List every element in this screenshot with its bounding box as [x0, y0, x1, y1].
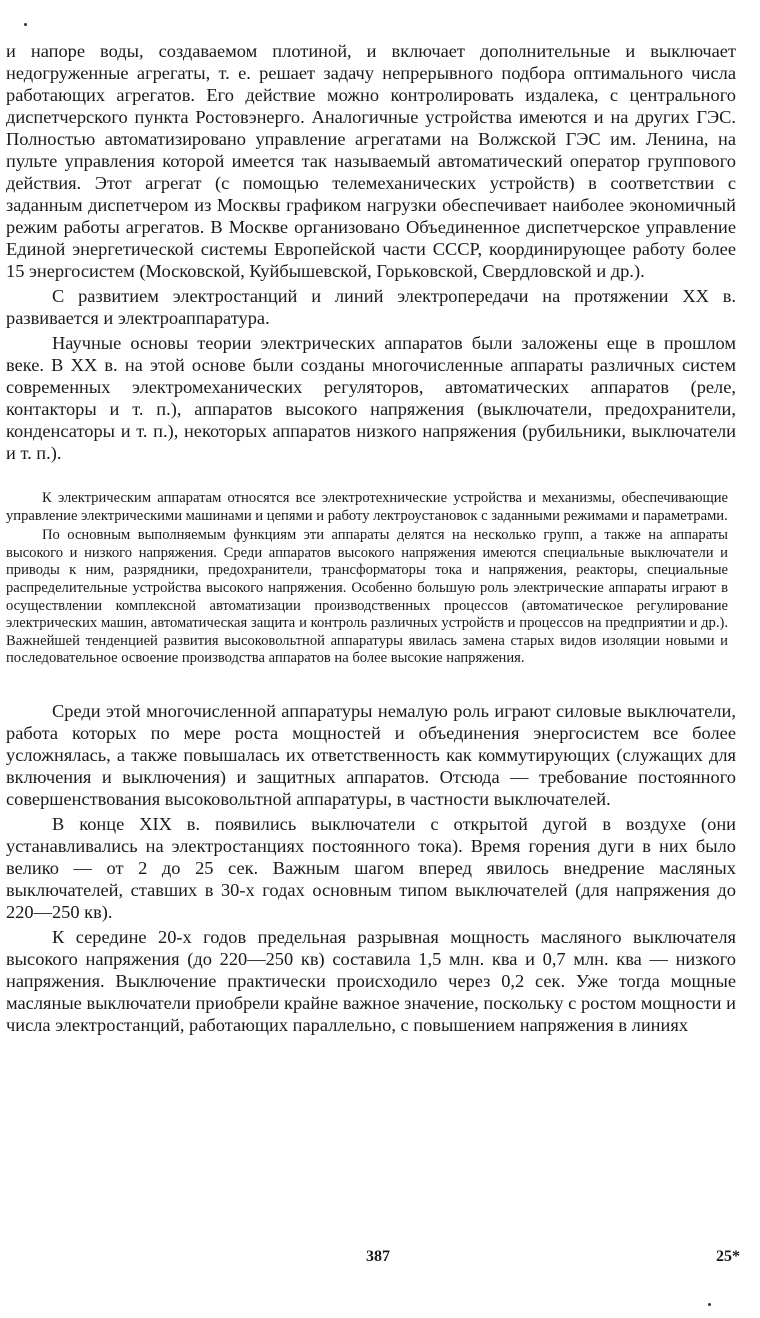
paragraph: К середине 20-х годов предельная разрывная мощность масляного выключателя высокого напряжения (до 220—250 кв) составила 1,5 млн. ква и 0,7 млн. ква — низкого напряжения. Выключение практически происходило через 0,2 сек. Уже тогда мощные масляные выключатели приобрели крайне важное значение, поскольку с ростом мощности и числа электростанций, работающих параллельно, с повышением напряжения в линиях: [6, 926, 736, 1035]
sidebar-paragraph: К электрическим аппаратам относятся все электротехнические устройства и механизмы, обеспечивающие управление электрическими машинами и цепями и работу лектроустановок с заданными режимами и параметрами.: [6, 490, 728, 524]
main-text-bottom: [6, 700, 736, 1036]
book-page: [6, 40, 736, 1036]
sidebar-note: [6, 490, 728, 668]
speck-mark: [708, 1303, 711, 1306]
sidebar-paragraph: По основным выполняемым функциям эти аппараты делятся на несколько групп, а также на аппараты высокого и низкого напряжения. Среди аппаратов высокого напряжения имеются специальные выключатели и приводы к ним, разрядники, предохранители, трансформаторы тока и напряжения, реакторы, специальные распределительные устройства высокого напряжения. Особенно большую роль электрические аппараты играют в осуществлении комплексной автоматизации производственных процессов (автоматическое регулирование электрических машин, автоматическая защита и контроль различных устройств и процессов на предприятии и др.). Важнейшей тенденцией развития высоковольтной аппаратуры явилась замена старых видов изоляции новыми и последовательное освоение производства аппаратов на более высокие напряжения.: [6, 527, 728, 667]
paragraph: и напоре воды, создаваемом плотиной, и включает дополнительные и выключает недогруженные агрегаты, т. е. решает задачу непрерывного подбора оптимального числа работающих агрегатов. Его действие можно контролировать издалека, с центрального диспетчерского пункта Ростовэнерго. Аналогичные устройства имеются и на других ГЭС. Полностью автоматизировано управление агрегатами на Волжской ГЭС им. Ленина, на пульте управления которой имеется так называемый автоматический оператор группового действия. Этот агрегат (с помощью телемеханических устройств) в соответствии с заданным диспетчером из Москвы графиком нагрузки обеспечивает наиболее экономичный режим работы агрегатов. В Москве организовано Объединенное диспетчерское управление Единой энергетической системы Европейской части СССР, координирующее работу более 15 энергосистем (Московской, Куйбышевской, Горьковской, Свердловской и др.).: [6, 41, 736, 281]
paragraph: Среди этой многочисленной аппаратуры немалую роль играют силовые выключатели, работа которых по мере роста мощностей и объединения энергосистем все более усложнялась, а также повышалась их ответственность как коммутирующих (служащих для включения и выключения) и защитных аппаратов. Отсюда — требование постоянного совершенствования высоковольтной аппаратуры, в частности выключателей.: [6, 700, 736, 809]
paragraph: Научные основы теории электрических аппаратов были заложены еще в прошлом веке. В XX в. на этой основе были созданы многочисленные аппараты различных систем современных электромеханических регуляторов, автоматических аппаратов (реле, контакторы и т. п.), аппаратов высокого напряжения (выключатели, предохранители, конденсаторы и т. п.), некоторых аппаратов низкого напряжения (рубильники, выключатели и т. п.).: [6, 333, 736, 463]
page-number: 387: [366, 1248, 390, 1265]
signature-mark: 25*: [716, 1248, 740, 1265]
paragraph: В конце XIX в. появились выключатели с открытой дугой в воздухе (они устанавливались на электростанциях постоянного тока). Время горения дуги в них было велико — от 2 до 25 сек. Важным шагом вперед явилось внедрение масляных выключателей, ставших в 30-х годах основным типом выключателей (для напряжения до 220—250 кв).: [6, 813, 736, 922]
main-text-top: [6, 40, 736, 464]
speck-mark: [24, 23, 27, 26]
paragraph: С развитием электростанций и линий электропередачи на протяжении XX в. развивается и электроаппаратура.: [6, 286, 736, 328]
